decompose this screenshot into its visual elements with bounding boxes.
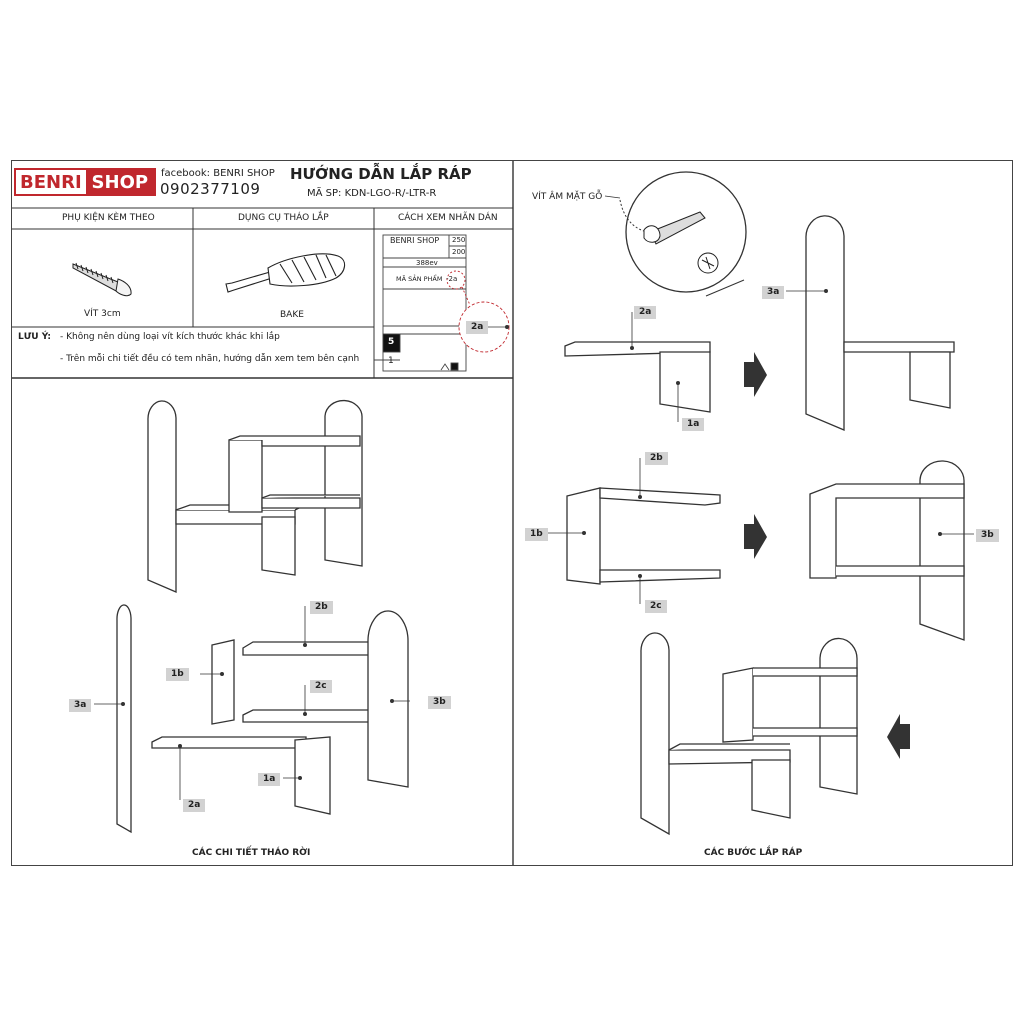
notes-title: LƯU Ý: [18,332,52,342]
notes-line1: - Không nên dùng loại vít kích thước khác khi lắp [60,332,280,342]
tag-2c-left: 2c [310,680,332,693]
product-code: MÃ SP: KDN-LGO-R/-LTR-R [307,188,437,199]
instruction-sheet [11,160,1013,866]
tag-2b-right: 2b [645,452,668,465]
brand-logo [14,168,156,196]
logo-right: SHOP [86,170,154,194]
phone-number: 0902377109 [160,180,261,198]
tag-3a-left: 3a [69,699,91,712]
notes-line2: - Trên mỗi chi tiết đều có tem nhãn, hướng dẫn xem tem bên cạnh [60,354,360,364]
card-num-black: 5 [388,337,395,347]
tag-2b-left: 2b [310,601,333,614]
tag-1b-right: 1b [525,528,548,541]
card-dim1: 250 [452,236,466,244]
card-dim2: 200 [452,248,466,256]
screw-note: VÍT ÂM MẶT GỖ [532,192,603,202]
card-product-label: MÃ SẢN PHẨM [396,275,443,283]
tag-2a-right: 2a [634,306,656,319]
tag-1a-left: 1a [258,773,280,786]
callout-2a: 2a [466,321,488,334]
caption-right: CÁC BƯỚC LẮP RÁP [704,848,803,858]
logo-left: BENRI [20,171,82,193]
card-shop: BENRI SHOP [390,236,440,245]
caption-left: CÁC CHI TIẾT THÁO RỜI [192,848,311,858]
tag-3a-right: 3a [762,286,784,299]
facebook-text: facebook: BENRI SHOP [161,168,275,179]
card-num-white: 1 [388,356,394,366]
tag-1a-right: 1a [682,418,704,431]
tag-2a-left: 2a [183,799,205,812]
col-label-guide: CÁCH XEM NHÃN DÁN [398,213,498,223]
card-part: -2a [446,275,458,283]
tag-3b-right: 3b [976,529,999,542]
col-accessories: PHỤ KIỆN KÈM THEO [62,213,155,223]
tag-1b-left: 1b [166,668,189,681]
page-title: HƯỚNG DẪN LẮP RÁP [290,165,472,183]
tag-2c-right: 2c [645,600,667,613]
card-code: 388ev [416,259,438,267]
tag-3b-left: 3b [428,696,451,709]
col-tools: DỤNG CỤ THÁO LẮP [238,213,329,223]
screw-label: VÍT 3cm [84,309,121,319]
screwdriver-label: BAKE [280,310,304,320]
